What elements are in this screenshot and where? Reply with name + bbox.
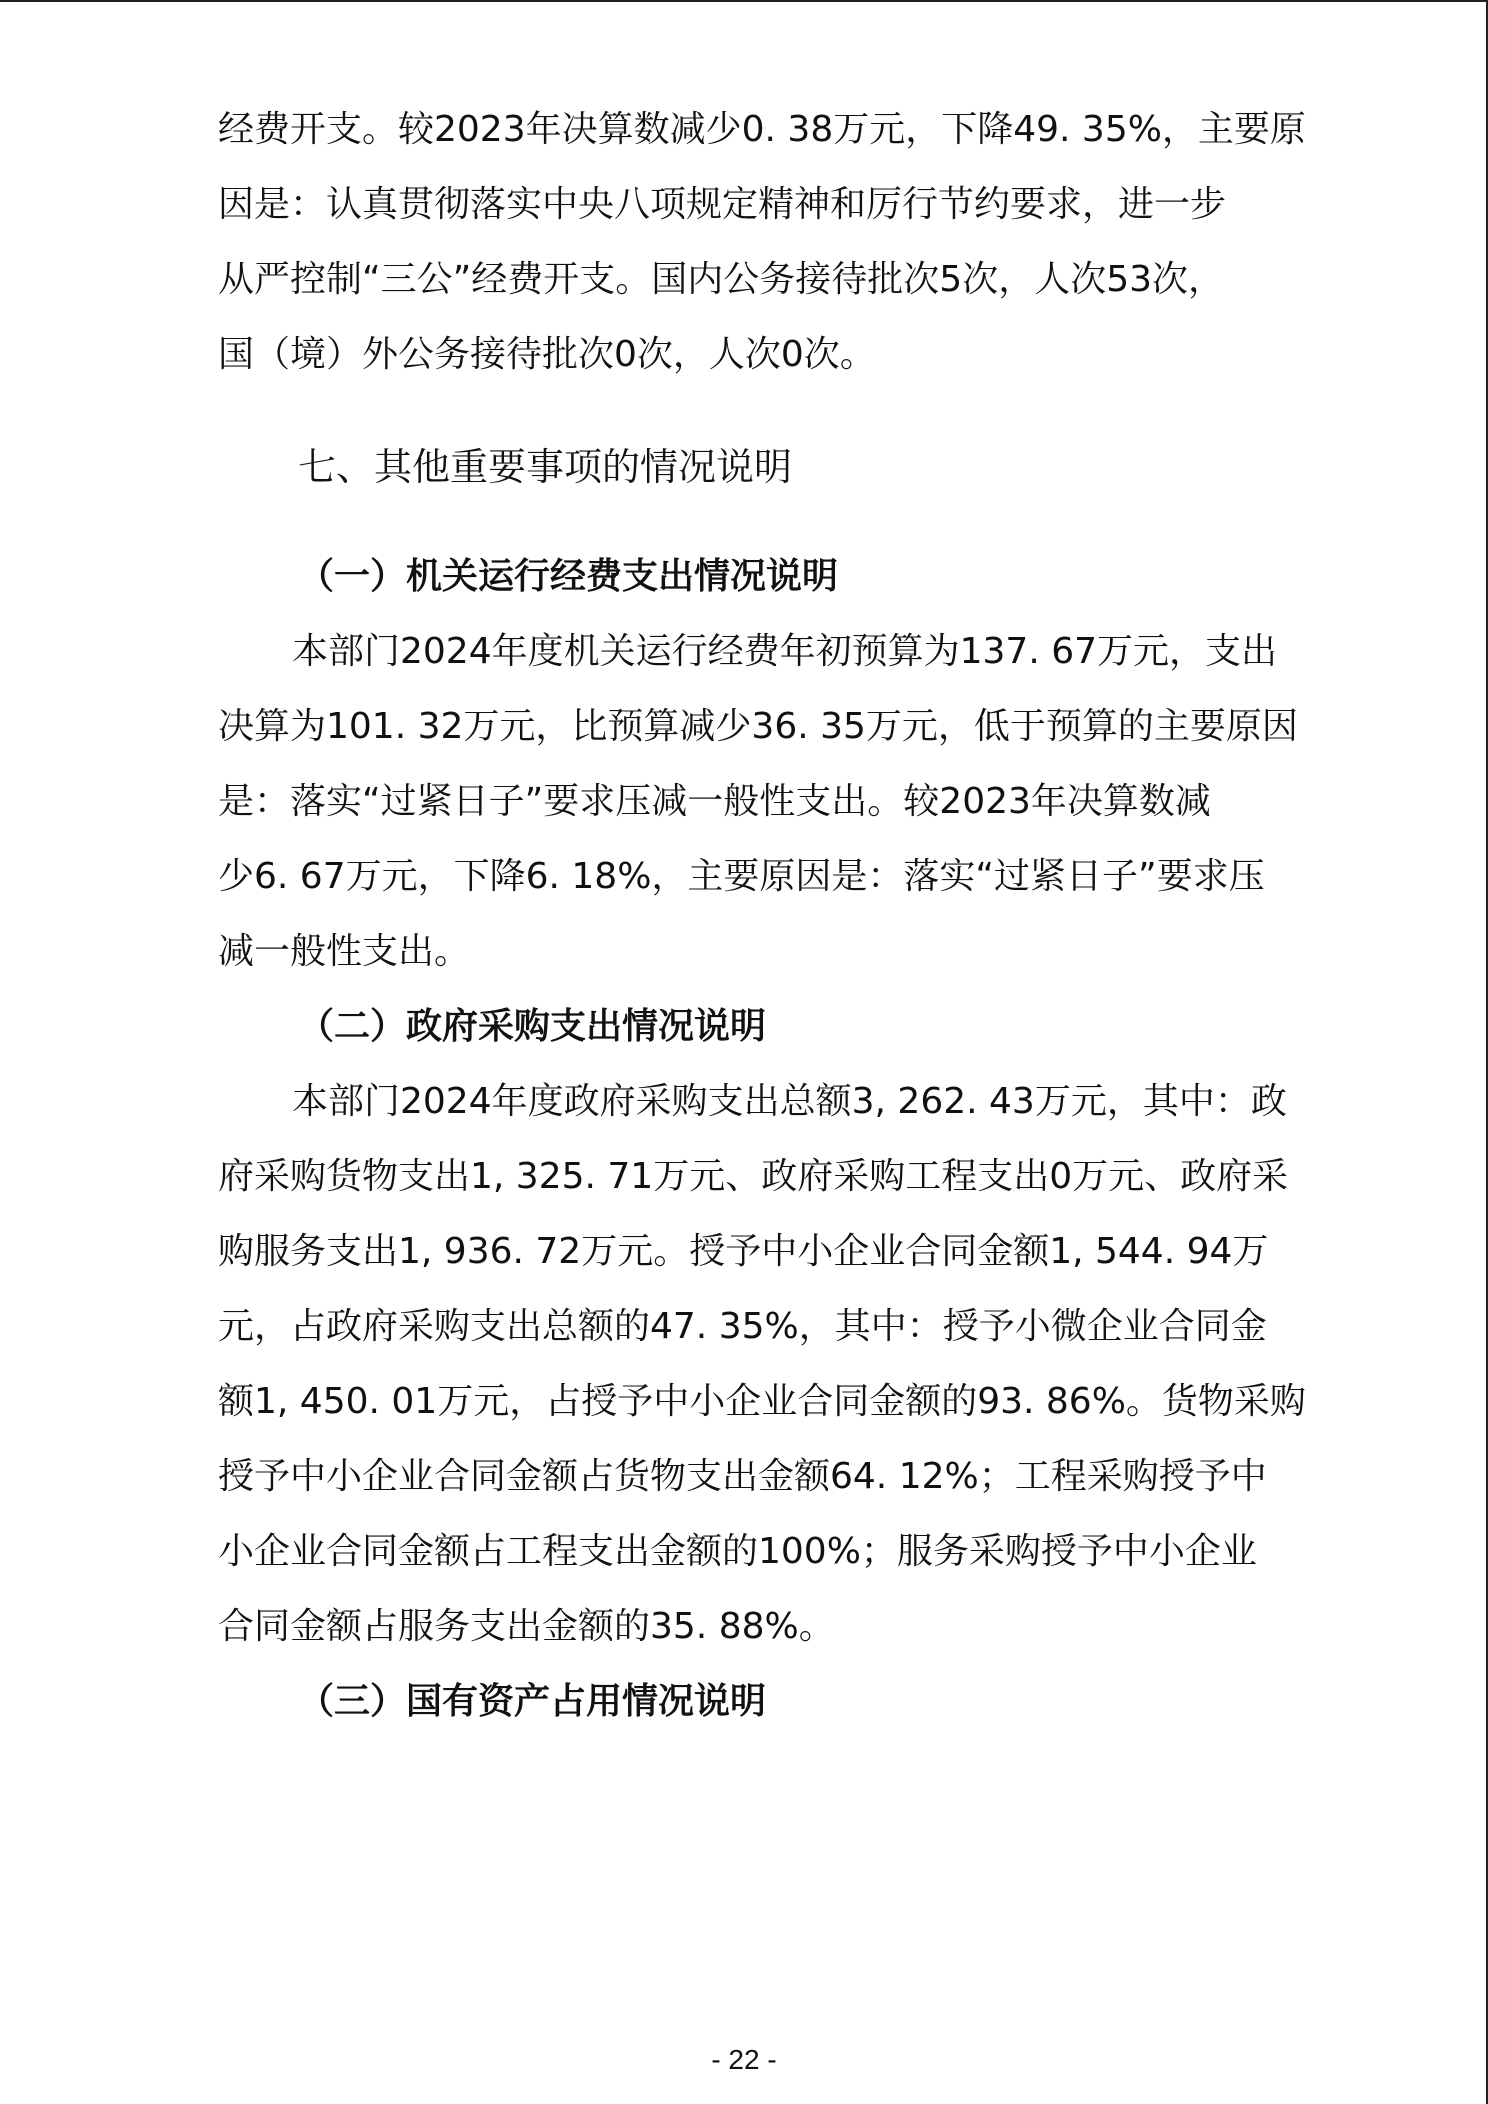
text-line: 本部门2024年度政府采购支出总额3, 262. 43万元，其中：政 bbox=[292, 1081, 1287, 1122]
section-heading-7: 七、其他重要事项的情况说明 bbox=[298, 445, 793, 489]
sub-heading-1: （一）机关运行经费支出情况说明 bbox=[298, 556, 839, 597]
text-line: 小企业合同金额占工程支出金额的100%；服务采购授予中小企业 bbox=[218, 1531, 1257, 1572]
text-line: 授予中小企业合同金额占货物支出金额64. 12%；工程采购授予中 bbox=[218, 1456, 1267, 1497]
text-line: 府采购货物支出1, 325. 71万元、政府采购工程支出0万元、政府采 bbox=[218, 1156, 1289, 1197]
text-line: 经费开支。较2023年决算数减少0. 38万元，下降49. 35%，主要原 bbox=[218, 109, 1306, 150]
text-line: 国（境）外公务接待批次0次，人次0次。 bbox=[218, 334, 876, 375]
text-line: 合同金额占服务支出金额的35. 88%。 bbox=[218, 1606, 835, 1647]
page-number: - 22 - bbox=[711, 2044, 777, 2075]
text-line: 是：落实“过紧日子”要求压减一般性支出。较2023年决算数减 bbox=[218, 781, 1211, 822]
paragraph-intro bbox=[218, 92, 1306, 392]
sub-heading-3: （三）国有资产占用情况说明 bbox=[298, 1681, 767, 1722]
text-line: 少6. 67万元，下降6. 18%，主要原因是：落实“过紧日子”要求压 bbox=[218, 856, 1265, 897]
text-line: 从严控制“三公”经费开支。国内公务接待批次5次，人次53次， bbox=[218, 259, 1225, 300]
text-line: 本部门2024年度机关运行经费年初预算为137. 67万元，支出 bbox=[292, 631, 1278, 672]
text-line: 因是：认真贯彻落实中央八项规定精神和厉行节约要求，进一步 bbox=[218, 184, 1227, 225]
paragraph-admin-expenses bbox=[218, 614, 1298, 989]
paragraph-procurement bbox=[218, 1064, 1306, 1664]
text-line: 元，占政府采购支出总额的47. 35%，其中：授予小微企业合同金 bbox=[218, 1306, 1267, 1347]
text-line: 额1, 450. 01万元，占授予中小企业合同金额的93. 86%。货物采购 bbox=[218, 1381, 1306, 1422]
text-line: 减一般性支出。 bbox=[218, 931, 471, 972]
document-body bbox=[218, 92, 1306, 1739]
sub-heading-2: （二）政府采购支出情况说明 bbox=[298, 1006, 767, 1047]
text-line: 购服务支出1, 936. 72万元。授予中小企业合同金额1, 544. 94万 bbox=[218, 1231, 1269, 1272]
text-line: 决算为101. 32万元，比预算减少36. 35万元，低于预算的主要原因 bbox=[218, 706, 1298, 747]
